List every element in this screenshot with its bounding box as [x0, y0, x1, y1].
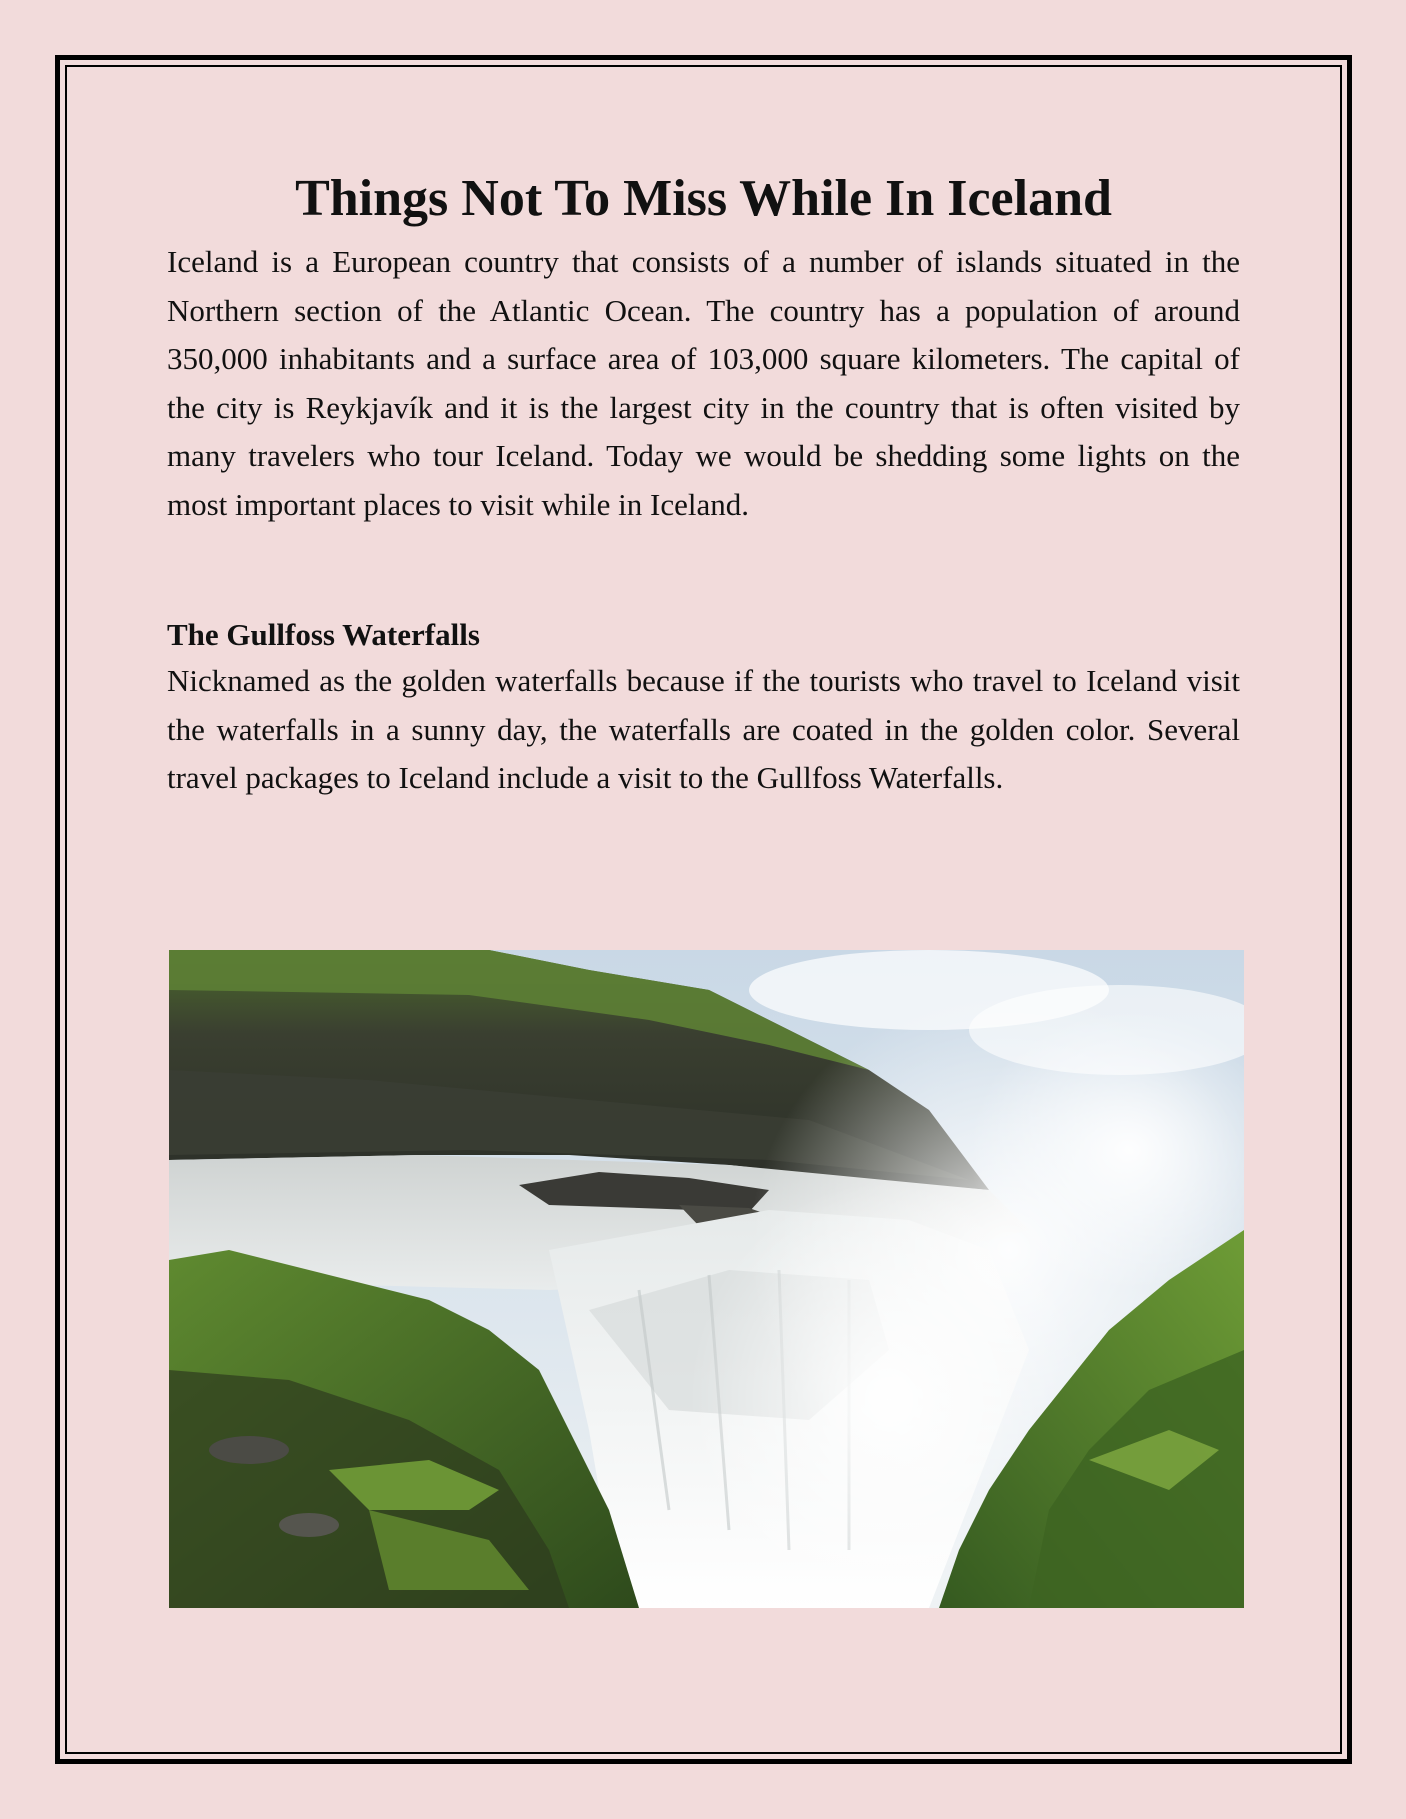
gullfoss-waterfall-photo	[169, 950, 1244, 1608]
section-heading: The Gullfoss Waterfalls	[167, 617, 480, 652]
waterfall-illustration	[169, 950, 1244, 1608]
article	[167, 160, 1240, 803]
section-paragraph: Nicknamed as the golden waterfalls because if the tourists who travel to Iceland visit the waterfalls in a sunny day, the waterfalls are coated in the golden color. Several travel packages to Iceland include a visit to the Gullfoss Waterfalls.	[167, 663, 1240, 795]
article-title: Things Not To Miss While In Iceland	[295, 170, 1112, 227]
intro-paragraph: Iceland is a European country that consists of a number of islands situated in the Northern section of the Atlantic Ocean. The country has a population of around 350,000 inhabitants and a surface area of 103,000 square kilometers. The capital of the city is Reykjavík and it is the largest city in the country that is often visited by many travelers who tour Iceland. Today we would be shedding some lights on the most important places to visit while in Iceland.	[167, 244, 1240, 522]
